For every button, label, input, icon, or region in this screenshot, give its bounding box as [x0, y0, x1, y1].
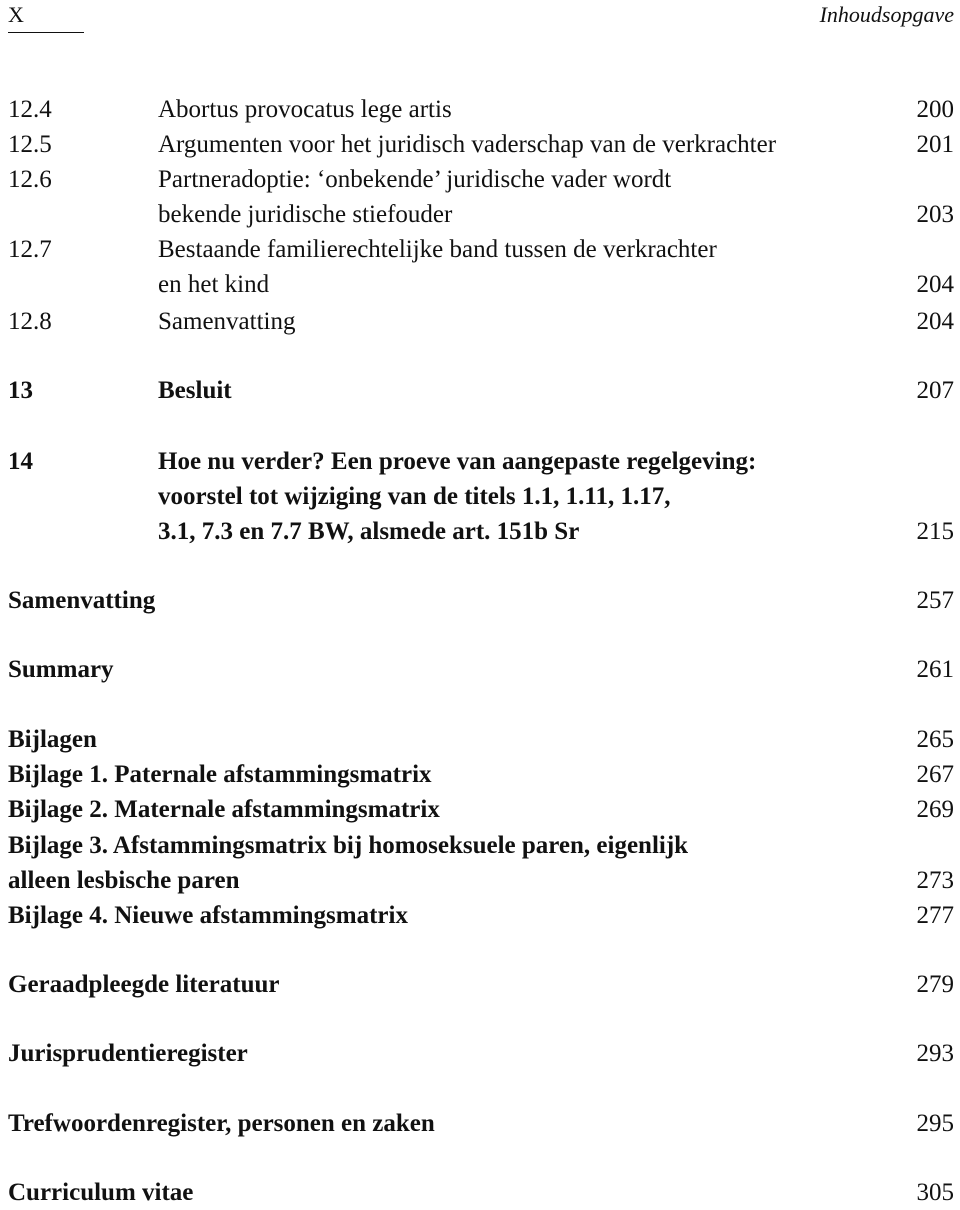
toc-entry-number: 12.6 — [8, 166, 52, 193]
toc-entry-continuation — [0, 268, 960, 302]
toc-entry-page: 203 — [916, 201, 954, 228]
toc-appendix — [0, 829, 960, 863]
toc-entry — [0, 128, 960, 162]
toc-entry-number: 12.8 — [8, 308, 52, 335]
toc-section-title: Summary — [8, 656, 114, 683]
toc-chapter-page: 207 — [916, 377, 954, 404]
toc-entry — [0, 93, 960, 127]
toc-entry-title: Abortus provocatus lege artis — [158, 96, 452, 123]
running-header-title: Inhoudsopgave — [819, 2, 954, 27]
toc-section-page: 305 — [916, 1179, 954, 1206]
toc-entry-number: 12.5 — [8, 131, 52, 158]
toc-chapter-number: 13 — [8, 377, 33, 404]
toc-entry-title: bekende juridische stiefouder — [158, 201, 453, 228]
toc-entry-continuation — [0, 198, 960, 232]
toc-entry-title: Argumenten voor het juridisch vaderschap van de verkrachter — [158, 131, 777, 158]
toc-section-title: Samenvatting — [8, 587, 156, 614]
toc-section-title: Geraadpleegde literatuur — [8, 971, 280, 998]
toc-chapter-continuation — [0, 515, 960, 549]
toc-entry — [0, 233, 960, 267]
toc-chapter — [0, 374, 960, 408]
toc-appendix-page: 273 — [916, 867, 954, 894]
toc-appendix-continuation — [0, 864, 960, 898]
toc-section-page: 265 — [916, 726, 954, 753]
toc-section-page: 295 — [916, 1110, 954, 1137]
toc-section-page: 279 — [916, 971, 954, 998]
toc-section — [0, 1107, 960, 1141]
toc-section-title: Trefwoordenregister, personen en zaken — [8, 1110, 435, 1137]
toc-chapter-continuation — [0, 480, 960, 514]
toc-chapter-title: 3.1, 7.3 en 7.7 BW, alsmede art. 151b Sr — [158, 518, 580, 545]
toc-section-page: 257 — [916, 587, 954, 614]
toc-section-title: Bijlagen — [8, 726, 97, 753]
toc-chapter-title: voorstel tot wijziging van de titels 1.1, 1.11, 1.17, — [158, 483, 671, 510]
toc-section-page: 293 — [916, 1040, 954, 1067]
toc-section — [0, 1037, 960, 1071]
running-header-page-number: X — [8, 2, 84, 33]
toc-section — [0, 584, 960, 618]
toc-entry — [0, 163, 960, 197]
toc-appendix-page: 267 — [916, 761, 954, 788]
toc-appendix — [0, 793, 960, 827]
toc-entry-page: 200 — [916, 96, 954, 123]
toc-entry-title: en het kind — [158, 271, 270, 298]
toc-section — [0, 653, 960, 687]
toc-section-title: Jurisprudentieregister — [8, 1040, 248, 1067]
toc-entry-title: Partneradoptie: ‘onbekende’ juridische vader wordt — [158, 166, 672, 193]
toc-appendix-title: Bijlage 1. Paternale afstammingsmatrix — [8, 761, 432, 788]
toc-chapter-number: 14 — [8, 448, 33, 475]
toc-chapter-title: Hoe nu verder? Een proeve van aangepaste regelgeving: — [158, 448, 757, 475]
toc-appendix — [0, 899, 960, 933]
toc-chapter-page: 215 — [916, 518, 954, 545]
toc-entry — [0, 305, 960, 339]
toc-entry-number: 12.4 — [8, 96, 52, 123]
toc-appendix-page: 269 — [916, 796, 954, 823]
toc-section-page: 261 — [916, 656, 954, 683]
toc-section-title: Curriculum vitae — [8, 1179, 194, 1206]
toc-appendix — [0, 758, 960, 792]
toc-entry-number: 12.7 — [8, 236, 52, 263]
toc-appendix-title: Bijlage 3. Afstammingsmatrix bij homoseksuele paren, eigenlijk — [8, 832, 689, 859]
toc-entry-page: 204 — [916, 308, 954, 335]
toc-section — [0, 968, 960, 1002]
toc-appendix-title: alleen lesbische paren — [8, 867, 240, 894]
toc-chapter-title: Besluit — [158, 377, 232, 404]
toc-entry-title: Bestaande familierechtelijke band tussen de verkrachter — [158, 236, 717, 263]
toc-entry-page: 201 — [916, 131, 954, 158]
toc-appendix-title: Bijlage 4. Nieuwe afstammingsmatrix — [8, 902, 408, 929]
toc-appendix-page: 277 — [916, 902, 954, 929]
toc-entry-title: Samenvatting — [158, 308, 296, 335]
toc-appendix-title: Bijlage 2. Maternale afstammingsmatrix — [8, 796, 440, 823]
toc-chapter — [0, 445, 960, 479]
toc-entry-page: 204 — [916, 271, 954, 298]
toc-section — [0, 723, 960, 757]
